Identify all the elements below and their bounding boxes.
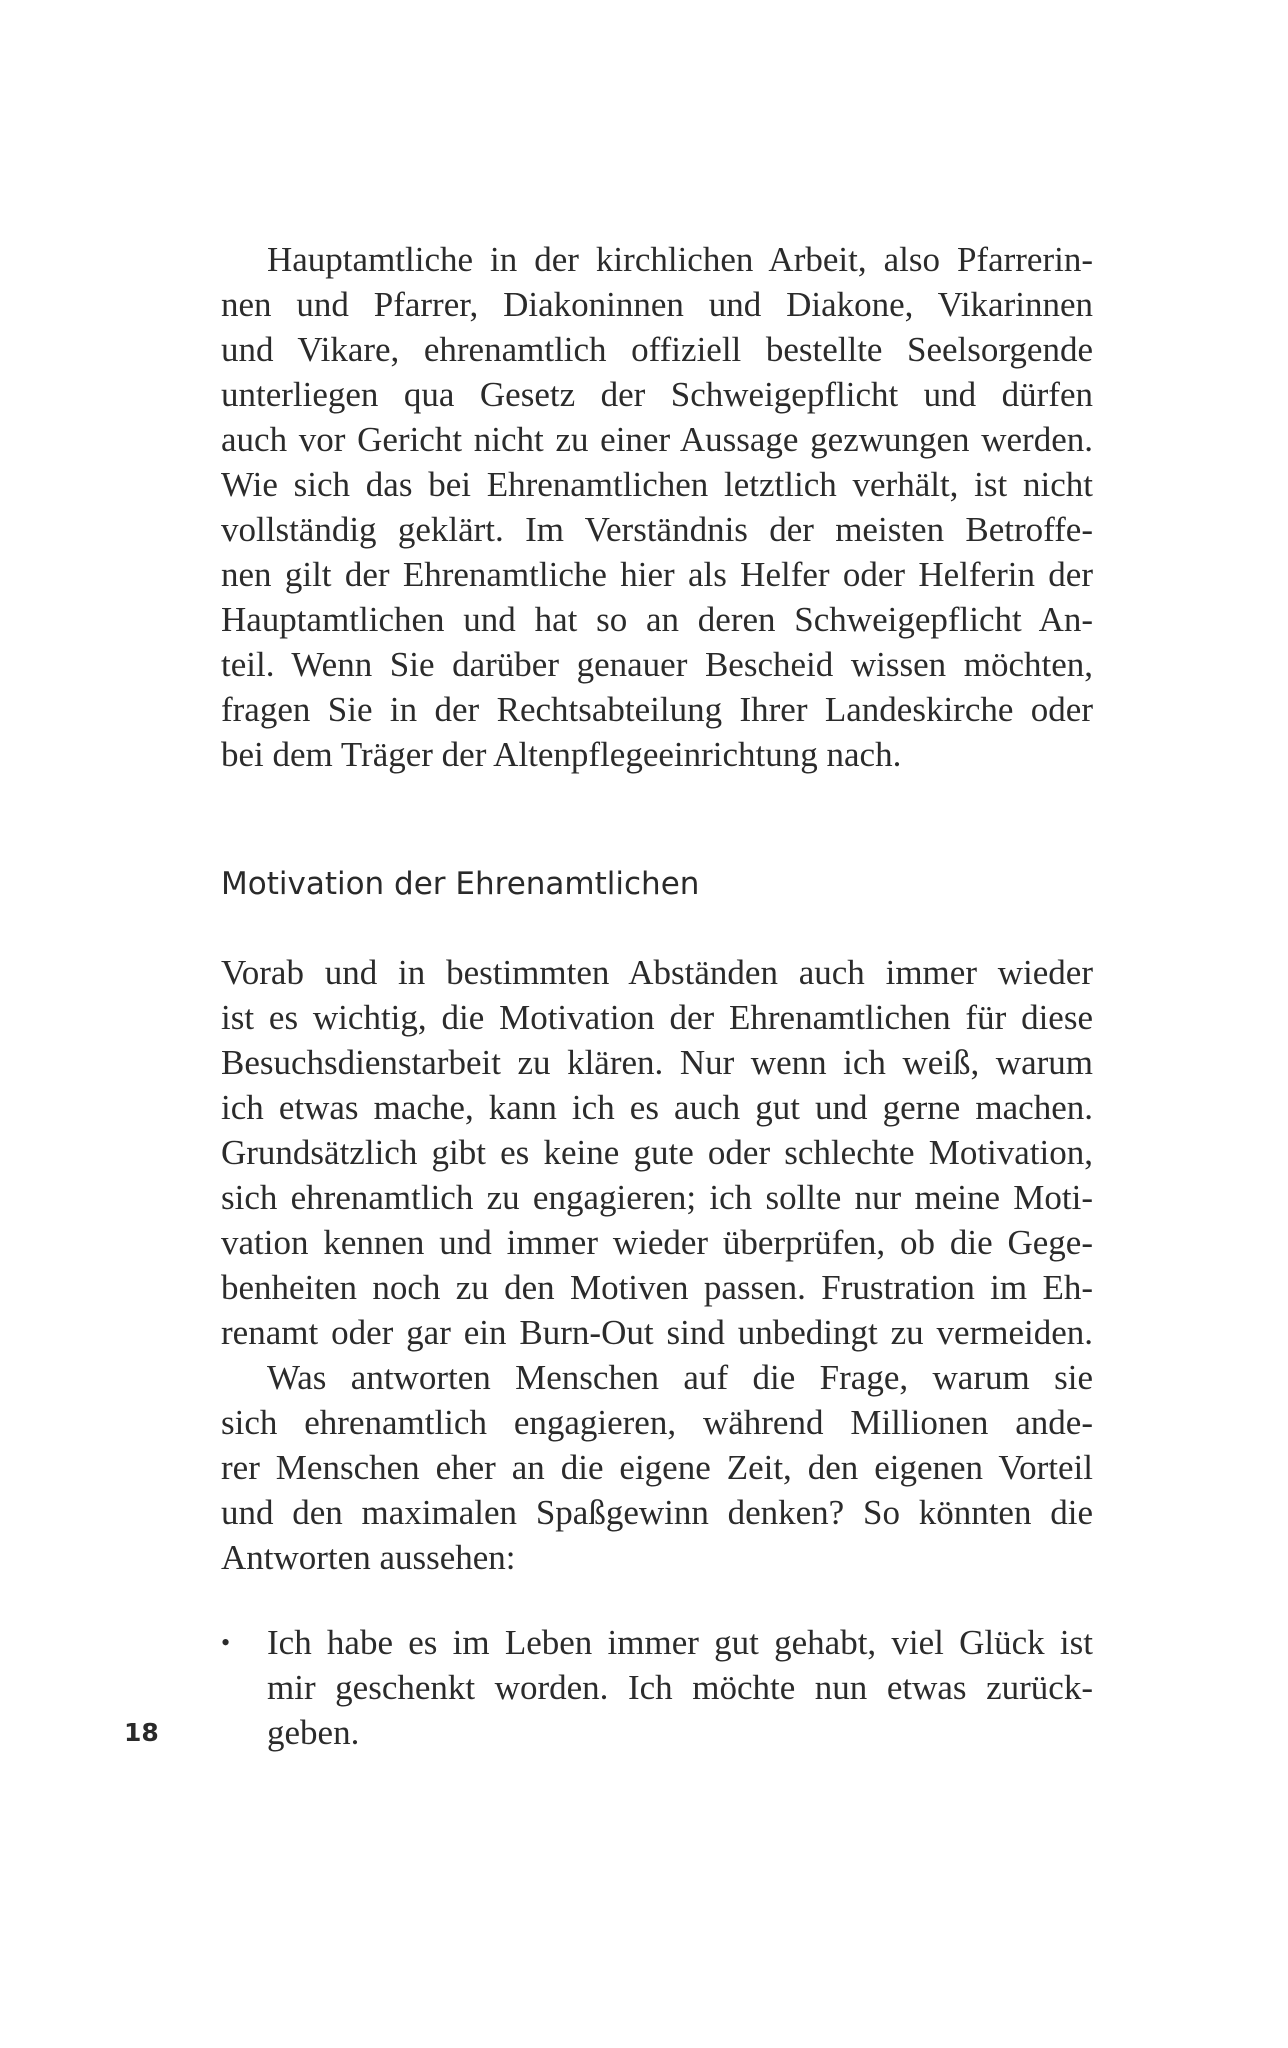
paragraph-line: fragen Sie in der Rechtsabteilung Ihrer Landeskirche oder (221, 690, 1093, 729)
paragraph-line: Grundsätzlich gibt es keine gute oder schlechte Motivation, (221, 1133, 1093, 1172)
paragraph-line: Wie sich das bei Ehrenamtlichen letztlich verhält, ist nicht (221, 465, 1093, 504)
list-item-line: geben. (267, 1713, 360, 1752)
paragraph-line: Vorab und in bestimmten Abständen auch immer wieder (221, 953, 1093, 992)
list-item-line: mir geschenkt worden. Ich möchte nun etwas zurück- (267, 1668, 1093, 1707)
paragraph-line: Besuchsdienstarbeit zu klären. Nur wenn ich weiß, warum (221, 1043, 1093, 1082)
paragraph-line: rer Menschen eher an die eigene Zeit, den eigenen Vorteil (221, 1448, 1093, 1487)
paragraph-motivation (221, 950, 1093, 1580)
paragraph-line: Antworten aussehen: (221, 1538, 516, 1577)
paragraph-line: unterliegen qua Gesetz der Schweigepflicht und dürfen (221, 375, 1093, 414)
section-heading: Motivation der Ehrenamtlichen (221, 866, 700, 902)
paragraph-line: Hauptamtliche in der kirchlichen Arbeit, also Pfarrerin- (267, 240, 1093, 279)
paragraph-line: vation kennen und immer wieder überprüfen, ob die Gege- (221, 1223, 1093, 1262)
paragraph-line: bei dem Träger der Altenpflegeeinrichtung nach. (221, 735, 902, 774)
bullet-icon: • (221, 1628, 231, 1657)
paragraph-line: und den maximalen Spaßgewinn denken? So könnten die (221, 1493, 1093, 1532)
bullet-list (221, 1620, 1093, 1755)
paragraph-line: und Vikare, ehrenamtlich offiziell bestellte Seelsorgende (221, 330, 1093, 369)
paragraph-line: vollständig geklärt. Im Verständnis der meisten Betroffe- (221, 510, 1093, 549)
paragraph-line: sich ehrenamtlich engagieren, während Millionen ande- (221, 1403, 1093, 1442)
paragraph-line: ist es wichtig, die Motivation der Ehrenamtlichen für diese (221, 998, 1093, 1037)
page-number: 18 (124, 1718, 159, 1747)
paragraph-line: teil. Wenn Sie darüber genauer Bescheid wissen möchten, (221, 645, 1093, 684)
paragraph-line: Hauptamtlichen und hat so an deren Schweigepflicht An- (221, 600, 1093, 639)
paragraph-line: renamt oder gar ein Burn-Out sind unbedingt zu vermeiden. (221, 1313, 1093, 1352)
list-item-line: Ich habe es im Leben immer gut gehabt, viel Glück ist (267, 1623, 1093, 1662)
paragraph-line: Was antworten Menschen auf die Frage, warum sie (267, 1358, 1093, 1397)
paragraph-line: nen gilt der Ehrenamtliche hier als Helfer oder Helferin der (221, 555, 1093, 594)
paragraph-confidentiality (221, 237, 1093, 777)
paragraph-line: sich ehrenamtlich zu engagieren; ich sollte nur meine Moti- (221, 1178, 1093, 1217)
paragraph-line: nen und Pfarrer, Diakoninnen und Diakone, Vikarinnen (221, 285, 1093, 324)
list-item (221, 1620, 1093, 1755)
paragraph-line: auch vor Gericht nicht zu einer Aussage gezwungen werden. (221, 420, 1093, 459)
paragraph-line: benheiten noch zu den Motiven passen. Frustration im Eh- (221, 1268, 1093, 1307)
paragraph-line: ich etwas mache, kann ich es auch gut und gerne machen. (221, 1088, 1093, 1127)
